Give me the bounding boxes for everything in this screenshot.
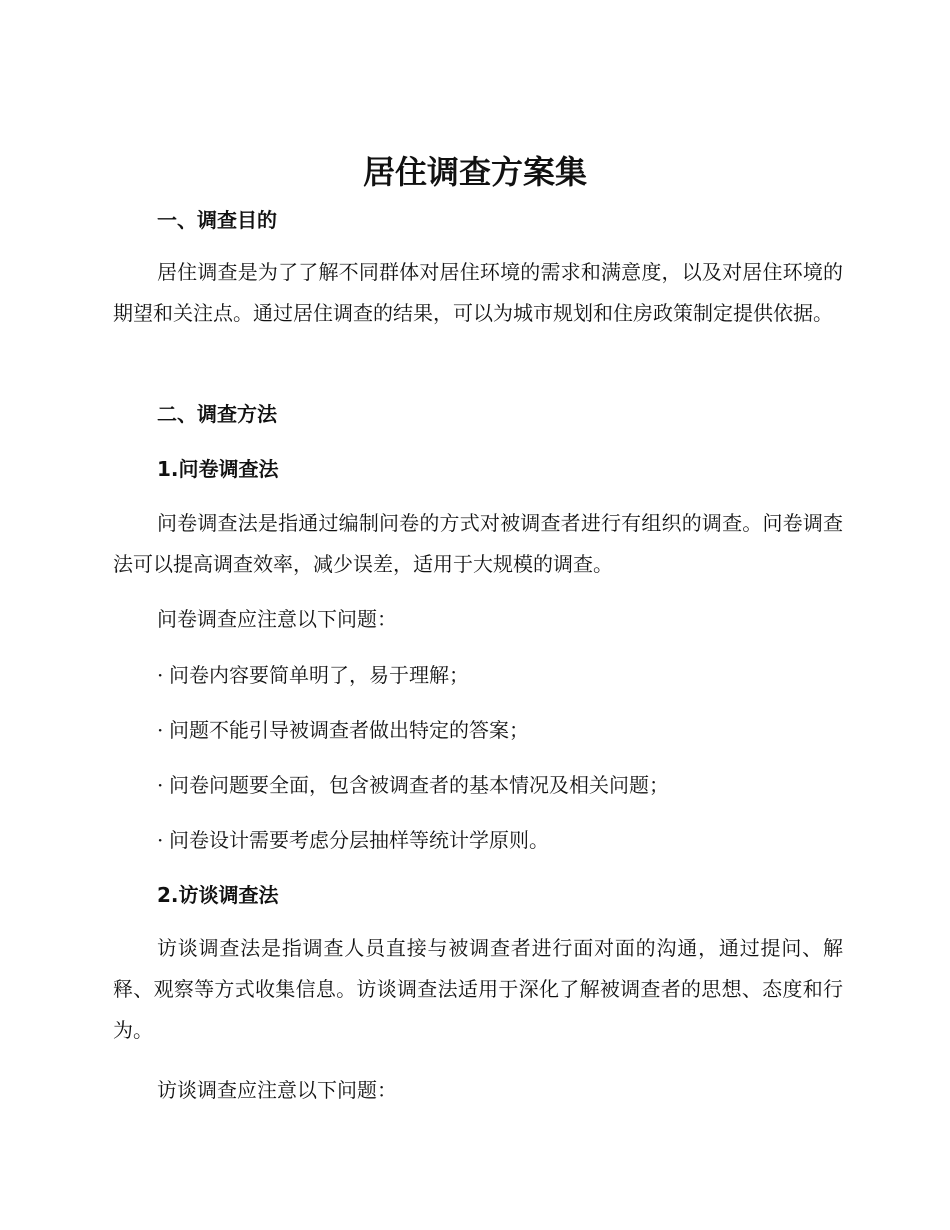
subheading-questionnaire: 1.问卷调查法 [157, 457, 279, 481]
bullet-icon: · [157, 773, 164, 797]
page-title: 居住调查方案集 [362, 153, 587, 191]
list-item-text: 问卷问题要全面，包含被调查者的基本情况及相关问题； [169, 773, 669, 797]
bullet-icon: · [157, 828, 164, 852]
paragraph-interview: 访谈调查法是指调查人员直接与被调查者进行面对面的沟通，通过提问、解释、观察等方式收集信息。访谈调查法适用于深化了解被调查者的思想、态度和行为。 [113, 936, 843, 1042]
paragraph-purpose: 居住调查是为了了解不同群体对居住环境的需求和满意度，以及对居住环境的期望和关注点。通过居住调查的结果，可以为城市规划和住房政策制定提供依据。 [113, 260, 843, 325]
list-item-text: 问题不能引导被调查者做出特定的答案； [169, 718, 529, 742]
section-heading-methods: 二、调查方法 [157, 402, 277, 426]
list-item [157, 825, 549, 855]
subheading-interview: 2.访谈调查法 [157, 883, 279, 907]
list-item-text: 问卷内容要简单明了，易于理解； [169, 663, 469, 687]
list-item [157, 770, 669, 800]
list-item-text: 问卷设计需要考虑分层抽样等统计学原则。 [169, 828, 549, 852]
interview-notes-intro: 访谈调查应注意以下问题： [157, 1078, 397, 1102]
bullet-icon: · [157, 663, 164, 687]
paragraph-questionnaire: 问卷调查法是指通过编制问卷的方式对被调查者进行有组织的调查。问卷调查法可以提高调查效率，减少误差，适用于大规模的调查。 [113, 511, 843, 576]
section-heading-purpose: 一、调查目的 [157, 208, 277, 232]
list-item [157, 660, 469, 690]
list-item [157, 715, 529, 745]
questionnaire-notes-intro: 问卷调查应注意以下问题： [157, 607, 397, 631]
bullet-icon: · [157, 718, 164, 742]
